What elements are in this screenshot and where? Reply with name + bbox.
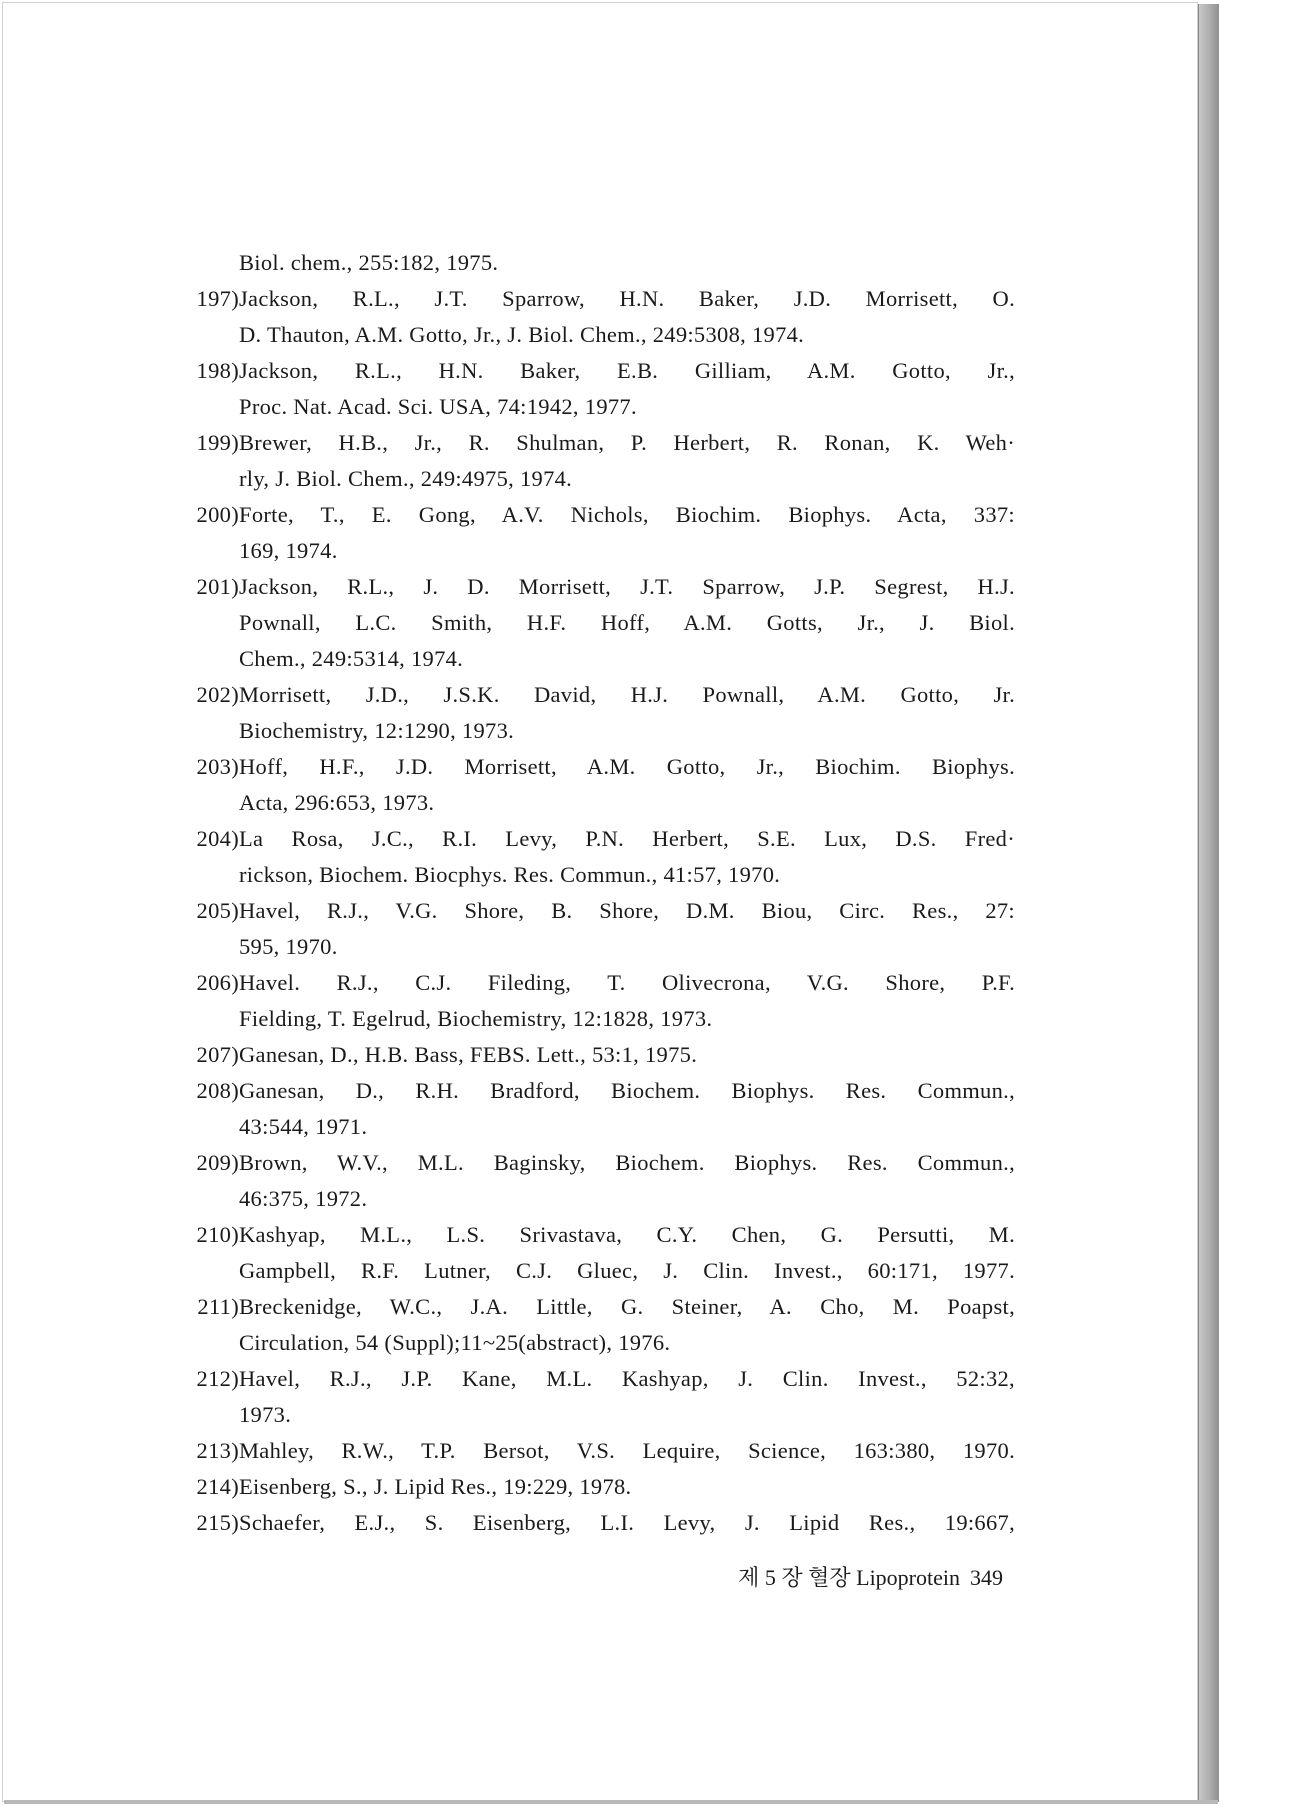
reference-line — [173, 749, 1015, 785]
reference-text: Breckenidge, W.C., J.A. Little, G. Steiner, A. Cho, M. Poapst, — [239, 1294, 1015, 1319]
reference-line — [173, 1469, 1015, 1505]
reference-text: Havel. R.J., C.J. Fileding, T. Olivecrona, V.G. Shore, P.F. — [239, 970, 1015, 995]
reference-line — [173, 1217, 1015, 1253]
reference-line — [173, 1433, 1015, 1469]
reference-line — [173, 965, 1015, 1001]
reference-text: Circulation, 54 (Suppl);11~25(abstract), 1976. — [239, 1330, 671, 1355]
reference-number: 201) — [196, 574, 239, 599]
page-number: 349 — [970, 1565, 1003, 1590]
reference-text: 169, 1974. — [239, 538, 338, 563]
reference-line — [173, 1253, 1015, 1289]
reference-line — [173, 281, 1015, 317]
reference-line — [173, 425, 1015, 461]
reference-text: La Rosa, J.C., R.I. Levy, P.N. Herbert, S.E. Lux, D.S. Fred· — [239, 826, 1015, 851]
reference-number: 198) — [196, 358, 239, 383]
reference-line — [173, 245, 1015, 281]
reference-line — [173, 1181, 1015, 1217]
reference-line — [173, 533, 1015, 569]
reference-text: Forte, T., E. Gong, A.V. Nichols, Biochim. Biophys. Acta, 337: — [239, 502, 1015, 527]
reference-text: D. Thauton, A.M. Gotto, Jr., J. Biol. Chem., 249:5308, 1974. — [239, 322, 805, 347]
reference-text: Brewer, H.B., Jr., R. Shulman, P. Herbert, R. Ronan, K. Weh· — [239, 430, 1015, 455]
reference-text: Morrisett, J.D., J.S.K. David, H.J. Pownall, A.M. Gotto, Jr. — [239, 682, 1015, 707]
reference-line — [173, 605, 1015, 641]
reference-text: Jackson, R.L., J.T. Sparrow, H.N. Baker, J.D. Morrisett, O. — [239, 286, 1015, 311]
reference-text: Jackson, R.L., H.N. Baker, E.B. Gilliam, A.M. Gotto, Jr., — [239, 358, 1015, 383]
reference-text: Pownall, L.C. Smith, H.F. Hoff, A.M. Gotts, Jr., J. Biol. — [239, 610, 1015, 635]
reference-text: 43:544, 1971. — [239, 1114, 368, 1139]
reference-text: Proc. Nat. Acad. Sci. USA, 74:1942, 1977. — [239, 394, 637, 419]
reference-number: 209) — [196, 1150, 239, 1175]
reference-text: Eisenberg, S., J. Lipid Res., 19:229, 1978. — [239, 1474, 632, 1499]
reference-number: 205) — [196, 898, 239, 923]
reference-line — [173, 893, 1015, 929]
page-footer — [653, 1561, 1003, 1592]
reference-text: rly, J. Biol. Chem., 249:4975, 1974. — [239, 466, 573, 491]
reference-number: 215) — [196, 1510, 239, 1535]
reference-number: 204) — [196, 826, 239, 851]
reference-line — [173, 929, 1015, 965]
reference-line — [173, 1001, 1015, 1037]
reference-text: Schaefer, E.J., S. Eisenberg, L.I. Levy, J. Lipid Res., 19:667, — [239, 1510, 1015, 1535]
reference-text: Mahley, R.W., T.P. Bersot, V.S. Lequire, Science, 163:380, 1970. — [239, 1438, 1015, 1463]
running-footer: 제 5 장 혈장 Lipoprotein — [738, 1565, 960, 1590]
reference-line — [173, 1037, 1015, 1073]
reference-number: 207) — [196, 1042, 239, 1067]
page-edge-shadow — [1198, 4, 1219, 1802]
reference-line — [173, 389, 1015, 425]
reference-text: Hoff, H.F., J.D. Morrisett, A.M. Gotto, Jr., Biochim. Biophys. — [239, 754, 1015, 779]
reference-number: 206) — [196, 970, 239, 995]
reference-line — [173, 461, 1015, 497]
reference-number: 199) — [196, 430, 239, 455]
reference-line — [173, 1109, 1015, 1145]
reference-line — [173, 1325, 1015, 1361]
reference-line — [173, 857, 1015, 893]
reference-text: Chem., 249:5314, 1974. — [239, 646, 464, 671]
reference-text: 1973. — [239, 1402, 292, 1427]
reference-number: 214) — [196, 1474, 239, 1499]
reference-line — [173, 569, 1015, 605]
reference-number: 211) — [197, 1294, 239, 1319]
reference-number: 197) — [196, 286, 239, 311]
reference-line — [173, 641, 1015, 677]
reference-text: Brown, W.V., M.L. Baginsky, Biochem. Biophys. Res. Commun., — [239, 1150, 1015, 1175]
reference-number: 212) — [196, 1366, 239, 1391]
reference-line — [173, 1145, 1015, 1181]
reference-list — [173, 245, 1015, 1541]
reference-line — [173, 317, 1015, 353]
reference-text: Ganesan, D., H.B. Bass, FEBS. Lett., 53:1, 1975. — [239, 1042, 698, 1067]
reference-number: 213) — [196, 1438, 239, 1463]
reference-number: 210) — [196, 1222, 239, 1247]
reference-line — [173, 353, 1015, 389]
reference-text: 595, 1970. — [239, 934, 338, 959]
reference-text: Kashyap, M.L., L.S. Srivastava, C.Y. Chen, G. Persutti, M. — [239, 1222, 1015, 1247]
reference-text: rickson, Biochem. Biocphys. Res. Commun., 41:57, 1970. — [239, 862, 781, 887]
reference-number: 208) — [196, 1078, 239, 1103]
reference-text: Havel, R.J., V.G. Shore, B. Shore, D.M. Biou, Circ. Res., 27: — [239, 898, 1015, 923]
reference-line — [173, 677, 1015, 713]
reference-number: 202) — [196, 682, 239, 707]
reference-line — [173, 497, 1015, 533]
reference-text: Havel, R.J., J.P. Kane, M.L. Kashyap, J. Clin. Invest., 52:32, — [239, 1366, 1015, 1391]
reference-text: Acta, 296:653, 1973. — [239, 790, 435, 815]
document-page — [2, 2, 1198, 1802]
reference-line — [173, 785, 1015, 821]
reference-line — [173, 1289, 1015, 1325]
reference-number: 203) — [196, 754, 239, 779]
reference-line — [173, 1073, 1015, 1109]
reference-text: Biol. chem., 255:182, 1975. — [239, 250, 499, 275]
reference-line — [173, 1505, 1015, 1541]
reference-text: 46:375, 1972. — [239, 1186, 368, 1211]
reference-text: Ganesan, D., R.H. Bradford, Biochem. Biophys. Res. Commun., — [239, 1078, 1015, 1103]
reference-line — [173, 821, 1015, 857]
reference-number: 200) — [196, 502, 239, 527]
reference-line — [173, 713, 1015, 749]
reference-text: Biochemistry, 12:1290, 1973. — [239, 718, 515, 743]
reference-line — [173, 1361, 1015, 1397]
page-bottom-edge — [4, 1800, 1218, 1804]
reference-text: Fielding, T. Egelrud, Biochemistry, 12:1828, 1973. — [239, 1006, 713, 1031]
reference-text: Jackson, R.L., J. D. Morrisett, J.T. Sparrow, J.P. Segrest, H.J. — [239, 574, 1015, 599]
reference-text: Gampbell, R.F. Lutner, C.J. Gluec, J. Clin. Invest., 60:171, 1977. — [239, 1258, 1015, 1283]
reference-line — [173, 1397, 1015, 1433]
